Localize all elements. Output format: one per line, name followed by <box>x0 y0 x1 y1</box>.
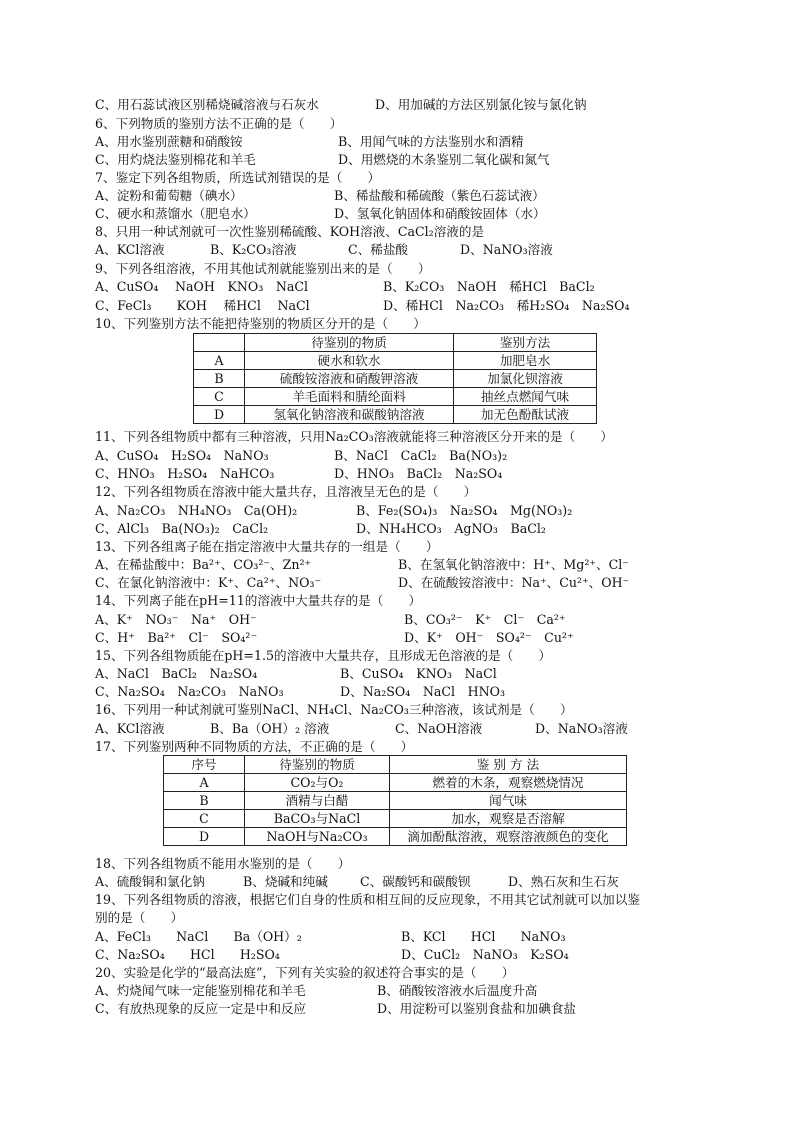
q7-option-d: D、氢氧化钠固体和硝酸铵固体（水） <box>334 206 546 221</box>
q12-option-b: B、Fe₂(SO₄)₃ Na₂SO₄ Mg(NO₃)₂ <box>356 503 573 518</box>
q14-option-a: A、K⁺ NO₃⁻ Na⁺ OH⁻ <box>95 612 257 627</box>
table-cell: 滴加酚酞溶液，观察溶液颜色的变化 <box>390 828 627 846</box>
table-cell: C <box>194 388 245 406</box>
table-cell: D <box>164 828 245 846</box>
q18-option-a: A、硫酸铜和氯化钠 <box>95 874 205 889</box>
question-14: 14、下列离子能在pH=11的溶液中大量共存的是（ ） <box>95 593 422 608</box>
table-row <box>194 388 597 406</box>
table-cell: 加无色酚酞试液 <box>454 406 597 424</box>
table-header-cell: 鉴别方法 <box>454 334 597 352</box>
question-11: 11、下列各组物质中都有三种溶液，只用Na₂CO₃溶液就能将三种溶液区分开来的是（ ） <box>95 429 613 444</box>
q11-option-b: B、NaCl CaCl₂ Ba(NO₃)₂ <box>334 448 508 463</box>
table-cell: A <box>164 774 245 792</box>
table-cell: D <box>194 406 245 424</box>
q15-option-b: B、CuSO₄ KNO₃ NaCl <box>340 666 497 681</box>
q8-option-b: B、K₂CO₃溶液 <box>210 242 297 257</box>
option-c: C、用石蕊试液区别稀烧碱溶液与石灰水 <box>95 97 319 112</box>
option-line <box>95 97 319 113</box>
question-15: 15、下列各组物质能在pH=1.5的溶液中大量共存，且形成无色溶液的是（ ） <box>95 648 552 663</box>
table-row <box>164 774 627 792</box>
table-row <box>164 828 627 846</box>
table-cell: C <box>164 810 245 828</box>
q9-option-a: A、CuSO₄ NaOH KNO₃ NaCl <box>95 279 309 294</box>
q6-option-b: B、用闻气味的方法鉴别水和酒精 <box>338 134 524 149</box>
q7-option-c: C、硬水和蒸馏水（肥皂水） <box>95 206 256 221</box>
table-cell: 抽丝点燃闻气味 <box>454 388 597 406</box>
table-cell: 加氯化钡溶液 <box>454 370 597 388</box>
q14-option-c: C、H⁺ Ba²⁺ Cl⁻ SO₄²⁻ <box>95 630 258 645</box>
table-row <box>164 792 627 810</box>
q6-option-c: C、用灼烧法鉴别棉花和羊毛 <box>95 152 256 167</box>
q16-option-a: A、KCl溶液 <box>95 721 165 736</box>
table-header-cell: 鉴 别 方 法 <box>390 756 627 774</box>
q8-option-c: C、稀盐酸 <box>348 242 409 257</box>
table-cell: 羊毛面料和腈纶面料 <box>245 388 454 406</box>
question-9: 9、下列各组溶液，不用其他试剂就能鉴别出来的是（ ） <box>95 261 431 276</box>
q6-option-d: D、用燃烧的木条鉴别二氧化碳和氮气 <box>338 152 550 167</box>
table-cell: 硫酸铵溶液和硝酸钾溶液 <box>245 370 454 388</box>
option-d: D、用加碱的方法区别氯化铵与氯化钠 <box>375 97 587 112</box>
q16-option-b: B、Ba（OH）₂ 溶液 <box>210 721 330 736</box>
table-cell: B <box>194 370 245 388</box>
q19-option-b: B、KCl HCl NaNO₃ <box>401 929 566 944</box>
table-cell: 加水，观察是否溶解 <box>390 810 627 828</box>
q14-option-d: D、K⁺ OH⁻ SO₄²⁻ Cu²⁺ <box>404 630 574 645</box>
question-10: 10、下列鉴别方法不能把待鉴别的物质区分开的是（ ） <box>95 316 426 331</box>
table-cell: 燃着的木条，观察燃烧情况 <box>390 774 627 792</box>
table-header-cell: 待鉴别的物质 <box>245 334 454 352</box>
q13-option-c: C、在氯化钠溶液中：K⁺、Ca²⁺、NO₃⁻ <box>95 575 322 590</box>
question-19: 19、下列各组物质的溶液，根据它们自身的性质和相互间的反应现象，不用其它试剂就可以加以鉴 <box>95 892 640 907</box>
q6-option-a: A、用水鉴别蔗糖和硝酸铵 <box>95 134 243 149</box>
table-row <box>194 352 597 370</box>
question-7: 7、鉴定下列各组物质，所选试剂错误的是（ ） <box>95 170 381 185</box>
table-row <box>194 406 597 424</box>
q16-option-c: C、NaOH溶液 <box>395 721 483 736</box>
question-18: 18、下列各组物质不能用水鉴别的是（ ） <box>95 856 351 871</box>
table-cell: 加肥皂水 <box>454 352 597 370</box>
table-header-cell: 序号 <box>164 756 245 774</box>
table-cell: 闻气味 <box>390 792 627 810</box>
question-13: 13、下列各组离子能在指定溶液中大量共存的一组是（ ） <box>95 539 439 554</box>
table-cell: BaCO₃与NaCl <box>245 810 390 828</box>
q15-option-a: A、NaCl BaCl₂ Na₂SO₄ <box>95 666 258 681</box>
question-19-cont: 别的是（ ） <box>95 910 184 925</box>
question-17: 17、下列鉴别两种不同物质的方法，不正确的是（ ） <box>95 739 414 754</box>
q9-option-d: D、稀HCl Na₂CO₃ 稀H₂SO₄ Na₂SO₄ <box>383 298 630 313</box>
q20-option-c: C、有放热现象的反应一定是中和反应 <box>95 1001 307 1016</box>
q19-option-a: A、FeCl₃ NaCl Ba（OH）₂ <box>95 929 302 944</box>
q18-option-c: C、碳酸钙和碳酸钡 <box>360 874 471 889</box>
table-cell: 酒精与白醋 <box>245 792 390 810</box>
q13-option-a: A、在稀盐酸中：Ba²⁺、CO₃²⁻、Zn²⁺ <box>95 557 312 572</box>
q16-option-d: D、NaNO₃溶液 <box>535 721 628 736</box>
table-row <box>194 370 597 388</box>
table-cell: CO₂与O₂ <box>245 774 390 792</box>
table-header-cell: 待鉴别的物质 <box>245 756 390 774</box>
q20-option-a: A、灼烧闻气味一定能鉴别棉花和羊毛 <box>95 983 306 998</box>
q18-option-d: D、熟石灰和生石灰 <box>508 874 619 889</box>
q15-option-c: C、Na₂SO₄ Na₂CO₃ NaNO₃ <box>95 684 284 699</box>
q12-option-d: D、NH₄HCO₃ AgNO₃ BaCl₂ <box>356 521 546 536</box>
table-header-row <box>164 756 627 774</box>
question-20: 20、实验是化学的“最高法庭”，下列有关实验的叙述符合事实的是（ ） <box>95 965 515 980</box>
q19-option-d: D、CuCl₂ NaNO₃ K₂SO₄ <box>401 947 569 962</box>
table-row <box>164 810 627 828</box>
q12-option-c: C、AlCl₃ Ba(NO₃)₂ CaCl₂ <box>95 521 269 536</box>
q11-option-c: C、HNO₃ H₂SO₄ NaHCO₃ <box>95 466 275 481</box>
q7-option-a: A、淀粉和葡萄糖（碘水） <box>95 188 243 203</box>
q18-option-b: B、烧碱和纯碱 <box>243 874 328 889</box>
table-cell: NaOH与Na₂CO₃ <box>245 828 390 846</box>
q12-option-a: A、Na₂CO₃ NH₄NO₃ Ca(OH)₂ <box>95 503 298 518</box>
q11-option-d: D、HNO₃ BaCl₂ Na₂SO₄ <box>334 466 503 481</box>
q13-option-d: D、在硫酸铵溶液中：Na⁺、Cu²⁺、OH⁻ <box>398 575 630 590</box>
q13-option-b: B、在氢氧化钠溶液中：H⁺、Mg²⁺、Cl⁻ <box>398 557 629 572</box>
table-q17 <box>163 755 627 846</box>
q8-option-d: D、NaNO₃溶液 <box>460 242 553 257</box>
table-cell: B <box>164 792 245 810</box>
q11-option-a: A、CuSO₄ H₂SO₄ NaNO₃ <box>95 448 269 463</box>
q9-option-b: B、K₂CO₃ NaOH 稀HCl BaCl₂ <box>383 279 595 294</box>
table-q10 <box>193 333 597 424</box>
question-8: 8、只用一种试剂就可一次性鉴别稀硫酸、KOH溶液、CaCl₂溶液的是 <box>95 224 485 239</box>
q15-option-d: D、Na₂SO₄ NaCl HNO₃ <box>340 684 506 699</box>
q8-option-a: A、KCl溶液 <box>95 242 165 257</box>
question-12: 12、下列各组物质在溶液中能大量共存，且溶液呈无色的是（ ） <box>95 484 477 499</box>
q7-option-b: B、稀盐酸和稀硫酸（紫色石蕊试液） <box>334 188 545 203</box>
table-header-row <box>194 334 597 352</box>
q9-option-c: C、FeCl₃ KOH 稀HCl NaCl <box>95 298 310 313</box>
q20-option-d: D、用淀粉可以鉴别食盐和加碘食盐 <box>377 1001 577 1016</box>
q14-option-b: B、CO₃²⁻ K⁺ Cl⁻ Ca²⁺ <box>404 612 566 627</box>
table-cell: 氢氧化钠溶液和碳酸钠溶液 <box>245 406 454 424</box>
q19-option-c: C、Na₂SO₄ HCl H₂SO₄ <box>95 947 280 962</box>
table-cell: A <box>194 352 245 370</box>
q20-option-b: B、硝酸铵溶液水后温度升高 <box>377 983 538 998</box>
table-cell: 硬水和软水 <box>245 352 454 370</box>
table-header-cell <box>194 334 245 352</box>
question-6: 6、下列物质的鉴别方法不正确的是（ ） <box>95 116 343 131</box>
question-16: 16、下列用一种试剂就可鉴别NaCl、NH₄Cl、Na₂CO₃三种溶液，该试剂是（ ） <box>95 702 573 717</box>
